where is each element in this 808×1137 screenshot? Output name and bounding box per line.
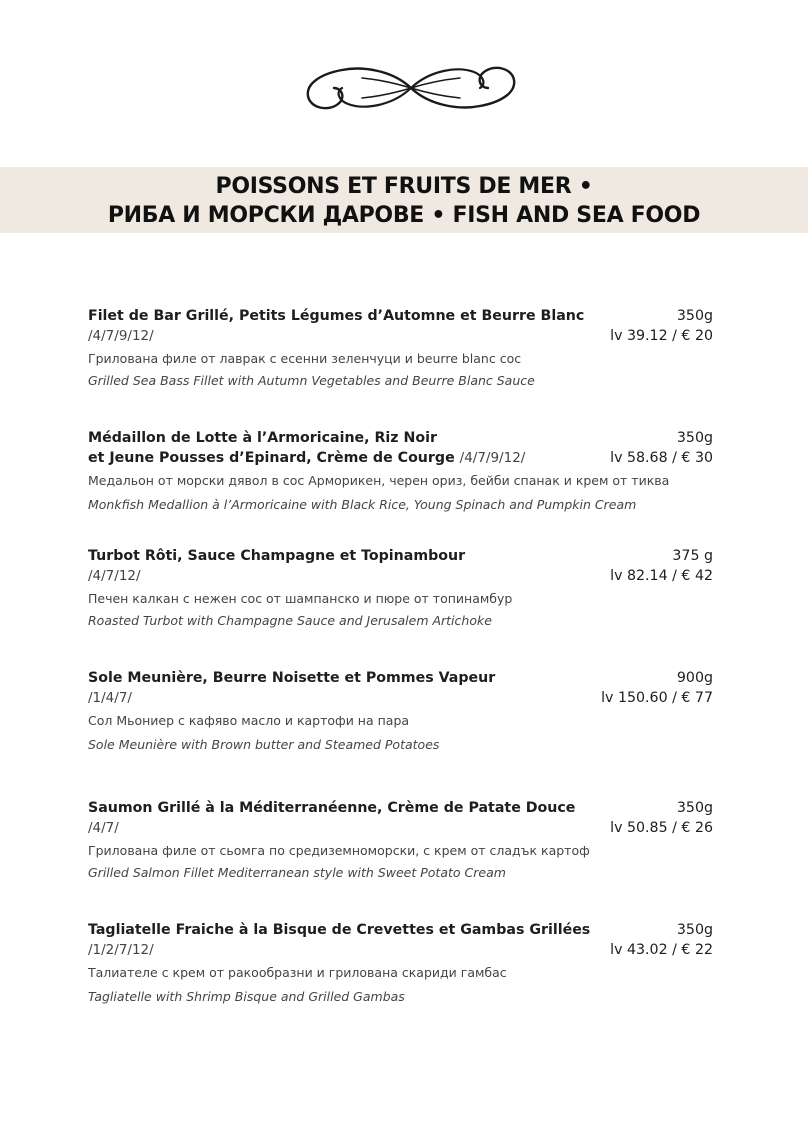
dish-weight: 350g: [676, 800, 713, 816]
dish-description-en: Monkfish Medallion à l’Armoricaine with Black Rice, Young Spinach and Pumpkin Cream: [88, 497, 637, 512]
dish-description-bg: Печен калкан с нежен сос от шампанско и пюре от топинамбур: [88, 591, 513, 606]
dish-name-continuation: et Jeune Pousses d’Epinard, Crème de Courge: [88, 450, 455, 466]
dish-price: lv 150.60 / € 77: [601, 690, 713, 706]
menu-item: [88, 668, 713, 753]
menu-item: [88, 546, 713, 629]
menu-item: [88, 428, 713, 513]
dish-name: Filet de Bar Grillé, Petits Légumes d’Automne et Beurre Blanc: [88, 308, 585, 324]
dish-name: Saumon Grillé à la Méditerranéenne, Crème de Patate Douce: [88, 800, 576, 816]
dish-name: Turbot Rôti, Sauce Champagne et Topinambour: [88, 548, 466, 564]
dish-name: Médaillon de Lotte à l’Armoricaine, Riz Noir: [88, 430, 437, 446]
dish-weight: 350g: [676, 430, 713, 446]
section-title-band: [0, 167, 808, 233]
dish-name: Tagliatelle Fraiche à la Bisque de Crevettes et Gambas Grillées: [88, 922, 591, 938]
dish-description-bg: Медальон от морски дявол в сос Арморикен, черен ориз, бейби спанак и крем от тиква: [88, 473, 670, 488]
dish-allergens: /1/2/7/12/: [88, 942, 154, 958]
dish-price: lv 82.14 / € 42: [610, 568, 713, 584]
dish-weight: 375 g: [672, 548, 713, 564]
dish-allergens: /4/7/9/12/: [459, 450, 526, 466]
menu-item: [88, 306, 713, 389]
dish-price: lv 50.85 / € 26: [610, 820, 713, 836]
dish-description-bg: Грилована филе от сьомга по средиземноморски, с крем от сладък картоф: [88, 843, 590, 858]
dish-price: lv 39.12 / € 20: [610, 328, 713, 344]
dish-name-line-2: [88, 448, 525, 468]
dish-allergens: /1/4/7/: [88, 690, 132, 706]
dish-weight: 350g: [676, 922, 713, 938]
dish-description-bg: Сол Мьониер с кафяво масло и картофи на пара: [88, 713, 410, 728]
menu-item: [88, 798, 713, 881]
dish-description-en: Grilled Salmon Fillet Mediterranean style with Sweet Potato Cream: [88, 865, 506, 880]
dish-description-en: Tagliatelle with Shrimp Bisque and Grilled Gambas: [88, 989, 405, 1004]
dish-weight: 900g: [676, 670, 713, 686]
section-title-line-2: РИБА И МОРСКИ ДАРОВЕ • FISH AND SEA FOOD: [107, 203, 701, 228]
dish-weight: 350g: [676, 308, 713, 324]
dish-allergens: /4/7/12/: [88, 568, 141, 584]
section-title-line-1: POISSONS ET FRUITS DE MER •: [215, 174, 593, 199]
dish-description-bg: Грилована филе от лаврак с есенни зеленчуци и beurre blanc сос: [88, 351, 522, 366]
dish-description-en: Roasted Turbot with Champagne Sauce and Jerusalem Artichoke: [88, 613, 492, 628]
dish-price: lv 43.02 / € 22: [610, 942, 713, 958]
dish-name: Sole Meunière, Beurre Noisette et Pommes Vapeur: [88, 670, 496, 686]
menu-item: [88, 920, 713, 1005]
dish-allergens: /4/7/: [88, 820, 119, 836]
dish-description-en: Sole Meunière with Brown butter and Steamed Potatoes: [88, 737, 440, 752]
dish-description-en: Grilled Sea Bass Fillet with Autumn Vegetables and Beurre Blanc Sauce: [88, 373, 535, 388]
dish-price: lv 58.68 / € 30: [610, 450, 713, 466]
dish-description-bg: Талиателе с крем от ракообразни и грилована скариди гамбас: [88, 965, 507, 980]
flourish-ornament-icon: [302, 58, 520, 118]
dish-allergens: /4/7/9/12/: [88, 328, 154, 344]
